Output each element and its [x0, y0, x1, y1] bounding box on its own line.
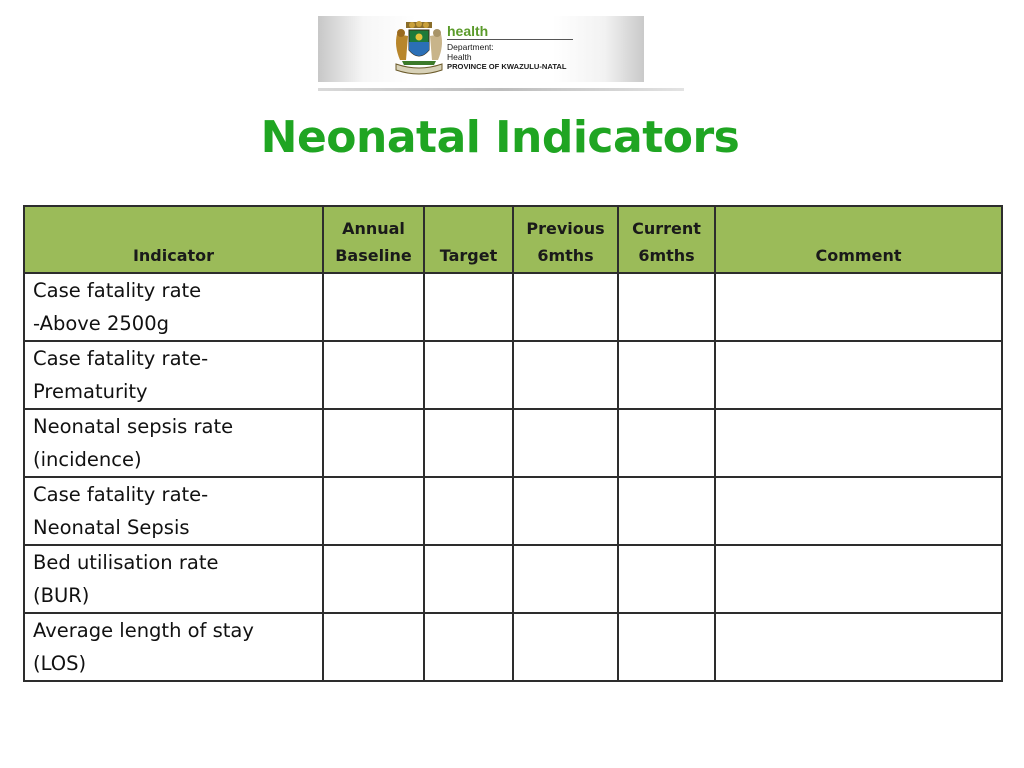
- annual-baseline-cell: [323, 273, 424, 341]
- header-line: 6mths: [638, 246, 695, 265]
- target-cell: [424, 613, 513, 681]
- table-header-row: [24, 206, 1002, 273]
- indicator-line: Prematurity: [33, 380, 148, 403]
- header-line: Target: [439, 246, 498, 265]
- target-cell: [424, 545, 513, 613]
- indicator-cell: [24, 613, 323, 681]
- indicator-cell: [24, 477, 323, 545]
- indicator-line: (incidence): [33, 448, 142, 471]
- indicator-line: Case fatality rate: [33, 279, 202, 302]
- banner-underline: [318, 88, 684, 91]
- target-cell: [424, 477, 513, 545]
- indicator-line: (LOS): [33, 652, 87, 675]
- header-line: Indicator: [132, 246, 215, 265]
- previous-6mths-cell: [513, 273, 618, 341]
- header-line: Current: [632, 219, 701, 238]
- header-line: Comment: [815, 246, 902, 265]
- health-wordmark: health: [447, 23, 489, 39]
- indicator-line: Average length of stay: [33, 619, 254, 642]
- target-cell: [424, 409, 513, 477]
- page-title: Neonatal Indicators: [260, 112, 740, 163]
- column-header-current-6mths: [618, 206, 715, 273]
- header-line: Annual: [342, 219, 405, 238]
- current-6mths-cell: [618, 545, 715, 613]
- comment-cell: [715, 613, 1002, 681]
- column-header-annual-baseline: [323, 206, 424, 273]
- annual-baseline-cell: [323, 341, 424, 409]
- comment-cell: [715, 341, 1002, 409]
- department-line: Health: [447, 52, 472, 62]
- header-line: 6mths: [537, 246, 594, 265]
- current-6mths-cell: [618, 273, 715, 341]
- department-line: Department:: [447, 42, 494, 52]
- previous-6mths-cell: [513, 545, 618, 613]
- column-header-target: [424, 206, 513, 273]
- table-row: [24, 273, 1002, 341]
- province-line: PROVINCE OF KWAZULU-NATAL: [447, 62, 567, 71]
- indicator-line: Case fatality rate-: [33, 483, 209, 506]
- previous-6mths-cell: [513, 409, 618, 477]
- table-row: [24, 545, 1002, 613]
- department-lines: [447, 42, 567, 72]
- logo-rule: [447, 39, 573, 40]
- table-row: [24, 341, 1002, 409]
- comment-cell: [715, 477, 1002, 545]
- header-line: Previous: [526, 219, 605, 238]
- previous-6mths-cell: [513, 613, 618, 681]
- indicator-line: Neonatal Sepsis: [33, 516, 190, 539]
- previous-6mths-cell: [513, 341, 618, 409]
- header-line: Baseline: [335, 246, 412, 265]
- current-6mths-cell: [618, 409, 715, 477]
- column-header-previous-6mths: [513, 206, 618, 273]
- column-header-comment: [715, 206, 1002, 273]
- target-cell: [424, 273, 513, 341]
- indicator-line: (BUR): [33, 584, 90, 607]
- indicator-line: Case fatality rate-: [33, 347, 209, 370]
- indicator-line: Bed utilisation rate: [33, 551, 219, 574]
- table-row: [24, 477, 1002, 545]
- current-6mths-cell: [618, 341, 715, 409]
- current-6mths-cell: [618, 477, 715, 545]
- table-row: [24, 613, 1002, 681]
- current-6mths-cell: [618, 613, 715, 681]
- provincial-crest-icon: [392, 20, 446, 78]
- comment-cell: [715, 273, 1002, 341]
- indicator-line: Neonatal sepsis rate: [33, 415, 234, 438]
- indicator-cell: [24, 341, 323, 409]
- target-cell: [424, 341, 513, 409]
- annual-baseline-cell: [323, 613, 424, 681]
- department-logo-text: [447, 24, 488, 39]
- annual-baseline-cell: [323, 545, 424, 613]
- indicator-line: -Above 2500g: [33, 312, 169, 335]
- previous-6mths-cell: [513, 477, 618, 545]
- comment-cell: [715, 545, 1002, 613]
- annual-baseline-cell: [323, 409, 424, 477]
- indicator-cell: [24, 409, 323, 477]
- indicator-cell: [24, 273, 323, 341]
- table-row: [24, 409, 1002, 477]
- comment-cell: [715, 409, 1002, 477]
- column-header-indicator: [24, 206, 323, 273]
- indicator-cell: [24, 545, 323, 613]
- indicator-table: [23, 205, 1003, 682]
- annual-baseline-cell: [323, 477, 424, 545]
